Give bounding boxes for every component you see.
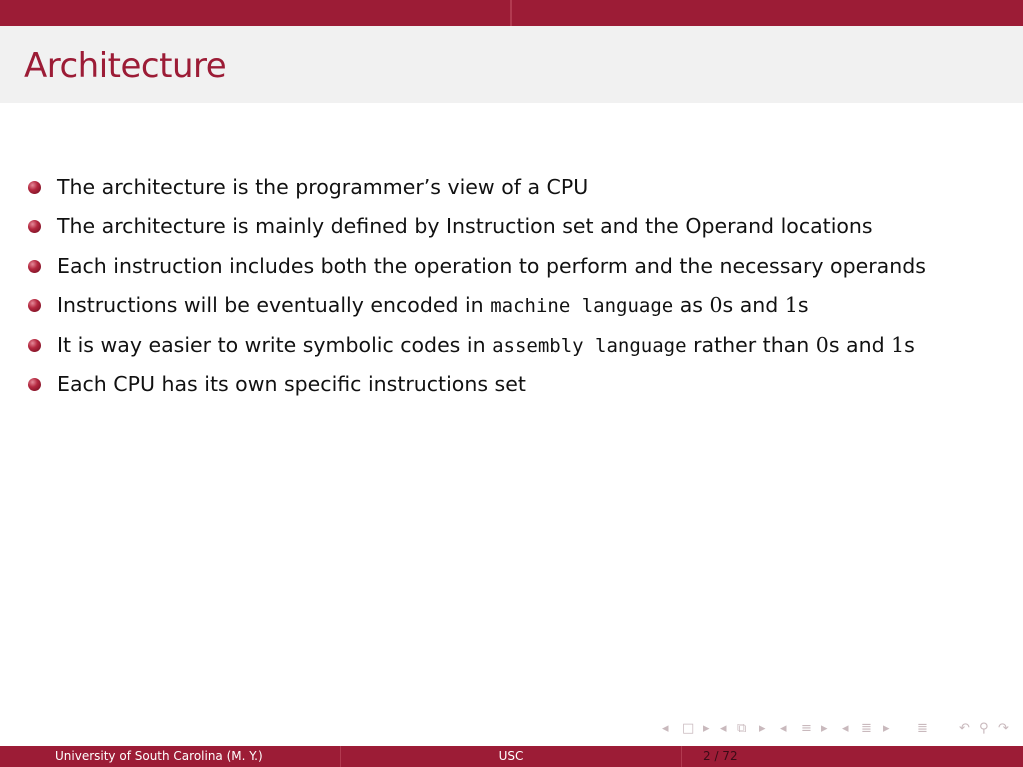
footer-author: University of South Carolina (M. Y.) xyxy=(55,749,263,763)
nav-document-icon[interactable]: ≣ xyxy=(861,721,872,736)
bullet-item xyxy=(28,247,1008,286)
nav-back-icon[interactable]: ↶ xyxy=(959,721,970,736)
nav-forward-icon[interactable]: ↷ xyxy=(998,721,1009,736)
bullet-item xyxy=(28,286,1008,325)
math-digit: 0 xyxy=(815,332,829,357)
frame-title: Architecture xyxy=(24,46,227,86)
bullet-text: The architecture is mainly defined by Instruction set and the Operand locations xyxy=(57,214,873,239)
bullet-ball-icon xyxy=(28,339,41,352)
bullet-item xyxy=(28,207,1008,246)
page-number: 2 / 72 xyxy=(703,749,738,763)
math-digit: 0 xyxy=(709,293,723,318)
bullet-item xyxy=(28,326,1008,365)
bullet-text: s and xyxy=(828,332,892,357)
nav-search-icon[interactable]: ⚲ xyxy=(979,721,989,736)
bullet-list xyxy=(28,168,1008,404)
footer-institute-box xyxy=(341,746,681,767)
footer-author-box xyxy=(0,746,340,767)
bullet-text: Each instruction includes both the operation to perform and the necessary operands xyxy=(57,253,926,278)
bullet-text: Instructions will be eventually encoded in xyxy=(57,293,491,318)
nav-next-frame-arrow-icon[interactable]: ▸ xyxy=(703,721,710,736)
frame-title-bar xyxy=(0,26,1023,103)
bullet-item xyxy=(28,365,1008,404)
top-header-strip xyxy=(0,0,1023,26)
header-divider xyxy=(510,0,512,26)
bullet-text: s and xyxy=(722,293,785,318)
bullet-text: s xyxy=(904,332,915,357)
bullet-text: rather than xyxy=(686,332,816,357)
nav-section-icon[interactable]: ≡ xyxy=(801,721,812,736)
slide-content xyxy=(28,168,1008,404)
math-digit: 1 xyxy=(784,293,798,318)
nav-prev-frame-arrow-icon[interactable]: ◂ xyxy=(662,721,669,736)
nav-prev-doc-arrow-icon[interactable]: ◂ xyxy=(842,721,849,736)
code-term: assembly language xyxy=(492,334,687,357)
nav-next-subsection-arrow-icon[interactable]: ▸ xyxy=(759,721,766,736)
nav-prev-section-arrow-icon[interactable]: ◂ xyxy=(780,721,787,736)
bullet-ball-icon xyxy=(28,299,41,312)
bullet-text: It is way easier to write symbolic codes in xyxy=(57,332,493,357)
bullet-text: Each CPU has its own specific instructions set xyxy=(57,371,526,396)
bullet-ball-icon xyxy=(28,220,41,233)
bullet-item xyxy=(28,168,1008,207)
math-digit: 1 xyxy=(891,332,905,357)
nav-subsection-icon[interactable]: ⧉ xyxy=(737,721,747,736)
bullet-ball-icon xyxy=(28,378,41,391)
bullet-ball-icon xyxy=(28,181,41,194)
beamer-navigation-bar[interactable] xyxy=(662,721,1022,741)
nav-next-section-arrow-icon[interactable]: ▸ xyxy=(821,721,828,736)
nav-prev-subsection-arrow-icon[interactable]: ◂ xyxy=(720,721,727,736)
bullet-text: as xyxy=(673,293,710,318)
nav-next-doc-arrow-icon[interactable]: ▸ xyxy=(883,721,890,736)
bullet-ball-icon xyxy=(28,260,41,273)
bullet-text: s xyxy=(797,293,809,318)
footer-institute: USC xyxy=(498,749,524,763)
code-term: machine language xyxy=(490,295,674,318)
nav-outline-icon[interactable]: ≣ xyxy=(917,721,928,736)
footer-page-box xyxy=(682,746,1023,767)
footer xyxy=(0,746,1023,767)
bullet-text: The architecture is the programmer’s view of a CPU xyxy=(57,175,589,199)
nav-frame-icon[interactable]: □ xyxy=(682,721,695,736)
